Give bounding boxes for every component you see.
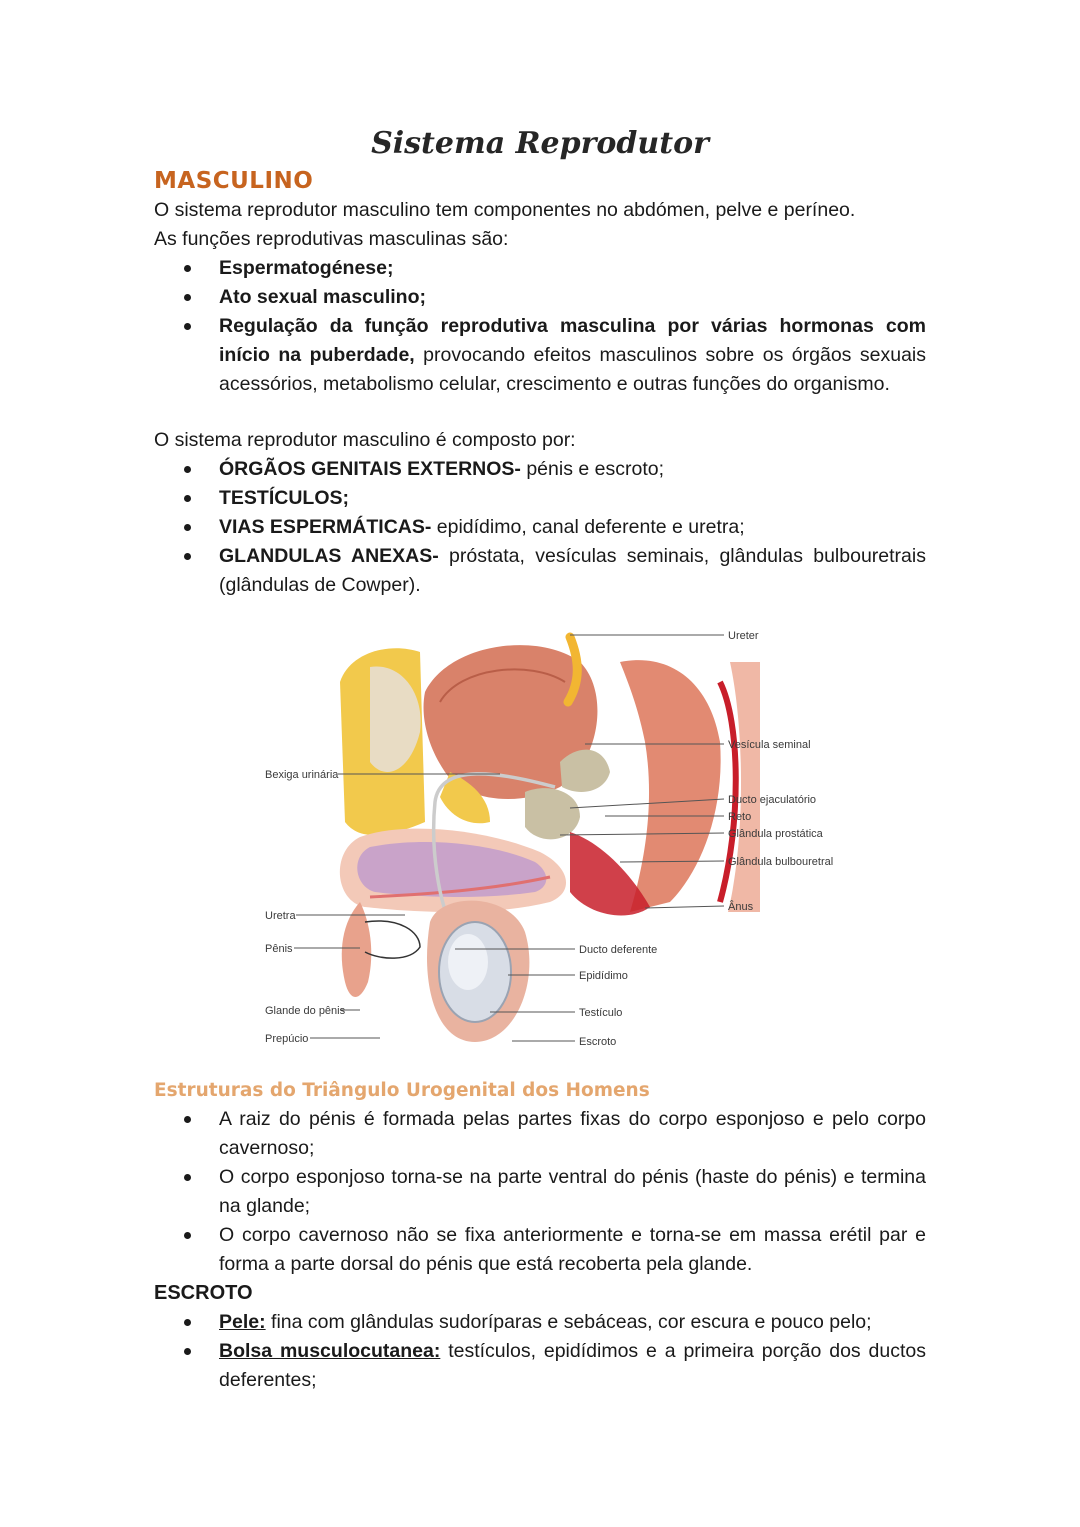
list-item xyxy=(154,283,926,312)
list-item-bold: ÓRGÃOS GENITAIS EXTERNOS- xyxy=(219,458,521,480)
list-item-bold: TESTÍCULOS; xyxy=(219,487,349,509)
list-item xyxy=(154,455,926,484)
list-item-bold: Espermatogénese; xyxy=(219,257,394,279)
list-item xyxy=(154,1337,926,1395)
label-ureter: Ureter xyxy=(728,630,759,642)
label-bulbourethral: Glândula bulbouretral xyxy=(728,856,834,868)
label-prostate: Glândula prostática xyxy=(728,828,823,840)
anatomy-diagram xyxy=(250,622,850,1067)
list-item xyxy=(154,484,926,513)
seminal-vesicle-shape xyxy=(560,750,610,792)
intro-paragraph: O sistema reprodutor masculino tem componentes no abdómen, pelve e períneo. xyxy=(154,199,856,221)
functions-list xyxy=(154,254,926,399)
label-urethra: Uretra xyxy=(265,910,296,922)
list-item-bold: VIAS ESPERMÁTICAS- xyxy=(219,516,432,538)
label-penis: Pênis xyxy=(265,943,293,955)
section-heading-masculino: MASCULINO xyxy=(154,168,314,194)
list-item xyxy=(154,542,926,600)
list-item xyxy=(154,254,926,283)
composition-intro: O sistema reprodutor masculino é composto por: xyxy=(154,429,576,451)
components-list xyxy=(154,455,926,600)
label-scrotum: Escroto xyxy=(579,1036,617,1048)
section-masculino xyxy=(154,168,926,600)
list-item-bold: Ato sexual masculino; xyxy=(219,286,426,308)
list-item-text: pénis e escroto; xyxy=(520,458,665,480)
page-title: Sistema Reprodutor xyxy=(371,126,709,161)
list-item-bold: GLANDULAS ANEXAS- xyxy=(219,545,439,567)
label-rectum: Reto xyxy=(728,811,752,823)
label-ejaculatory-duct: Ducto ejaculatório xyxy=(728,794,817,806)
list-item: A raiz do pénis é formada pelas partes fixas do corpo esponjoso e pelo corpo cavernoso; xyxy=(154,1105,926,1163)
functions-intro: As funções reprodutivas masculinas são: xyxy=(154,228,509,250)
list-item-text: próstata, vesículas seminais, glândulas bulbouretrais (glândulas de Cowper). xyxy=(219,545,926,596)
label-glans: Glande do pênis xyxy=(265,1005,346,1017)
pelvic-floor-muscle xyxy=(570,832,650,915)
prostate-shape xyxy=(525,788,580,839)
label-bladder: Bexiga urinária xyxy=(265,769,339,781)
label-ductus-deferens: Ducto deferente xyxy=(579,944,658,956)
list-item xyxy=(154,1308,926,1337)
list-item-bold: Regulação da função reprodutiva masculina por várias hormonas com início na puberdade, xyxy=(219,315,926,366)
label-epididymis: Epidídimo xyxy=(579,970,628,982)
list-item-text: provocando efeitos masculinos sobre os órgãos sexuais acessórios, metabolismo celular, crescimento e outras funções do organismo. xyxy=(219,344,926,395)
label-anus: Ânus xyxy=(728,901,754,913)
list-item-text: epidídimo, canal deferente e uretra; xyxy=(431,516,745,538)
list-item: O corpo cavernoso não se fixa anteriormente e torna-se em massa erétil par e forma a parte dorsal do pénis que está recoberta pela glande. xyxy=(154,1221,926,1279)
section-triangulo xyxy=(154,1080,926,1395)
label-testis: Testículo xyxy=(579,1007,623,1019)
section-heading-escroto: ESCROTO xyxy=(154,1282,253,1304)
escroto-list xyxy=(154,1308,926,1395)
section-heading-triangulo: Estruturas do Triângulo Urogenital dos Homens xyxy=(154,1080,650,1101)
label-seminal-vesicle: Vesícula seminal xyxy=(728,739,811,751)
triangulo-list xyxy=(154,1105,926,1279)
list-item xyxy=(154,513,926,542)
glans-shape xyxy=(342,902,372,997)
list-item-text: testículos, epidídimos e a primeira porção dos ductos deferentes; xyxy=(219,1340,926,1391)
rectum-shape xyxy=(620,660,721,912)
label-prepuce: Prepúcio xyxy=(265,1033,309,1045)
list-item-label: Bolsa musculocutanea: xyxy=(219,1340,441,1362)
list-item: O corpo esponjoso torna-se na parte ventral do pénis (haste do pénis) e termina na glande; xyxy=(154,1163,926,1221)
list-item-text: fina com glândulas sudoríparas e sebáceas, cor escura e pouco pelo; xyxy=(265,1311,872,1333)
list-item xyxy=(154,312,926,399)
list-item-label: Pele: xyxy=(219,1311,266,1333)
